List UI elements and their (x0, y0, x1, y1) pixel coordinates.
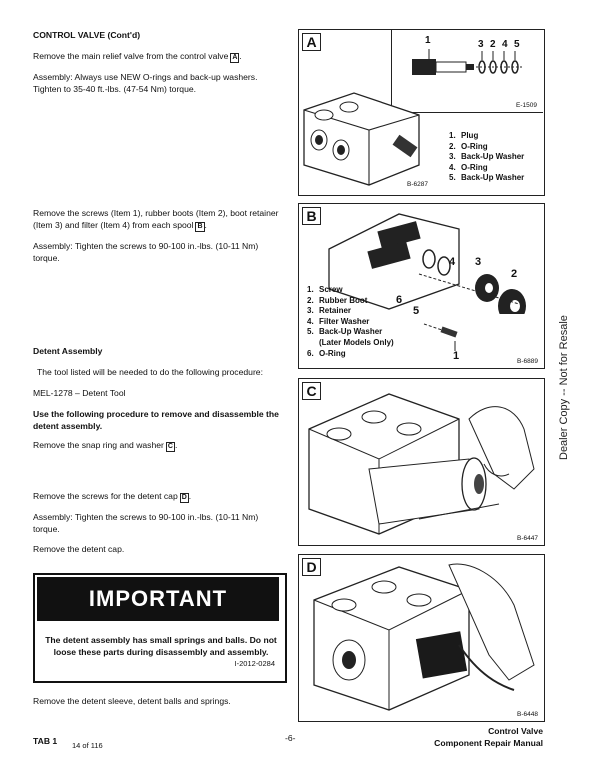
legend-item: 1. Screw (307, 285, 343, 294)
legend-item: 6. O-Ring (307, 348, 346, 358)
inset-callout-5: 5 (514, 39, 520, 50)
legend-item: 5. Back-Up Washer (307, 327, 383, 337)
legend-item: 1. Plug (449, 131, 479, 140)
inset-callout-3: 3 (478, 39, 484, 50)
paragraph-tool-needed: The tool listed will be needed to do the following procedure: (37, 367, 263, 377)
callout-4: 4 (449, 256, 456, 268)
screw-drawing (419, 309, 479, 354)
paragraph-assembly-detent: Assembly: Tighten the screws to 90-100 in.-lbs. (10-11 Nm) torque. (33, 512, 259, 534)
paragraph-detent-cap-screws: Remove the screws for the detent cap D . (33, 491, 192, 501)
figure-b-legend (307, 285, 394, 359)
figure-ref-c[interactable]: C (167, 443, 173, 450)
paragraph-remove-cap: Remove the detent cap. (33, 544, 125, 554)
callout-2: 2 (511, 268, 518, 280)
figure-d-label: D (302, 558, 321, 576)
snap-ring-removal-drawing (299, 379, 544, 545)
footer-page-count: 14 of 116 (72, 741, 103, 750)
important-title: IMPORTANT (37, 577, 279, 621)
footer-title-2: Component Repair Manual (434, 738, 543, 748)
figure-b-label: B (302, 207, 321, 225)
inset-callout-1: 1 (425, 35, 431, 46)
paragraph-snap-ring: Remove the snap ring and washer C . (33, 440, 178, 450)
paragraph-assembly-screws: Assembly: Tighten the screws to 90-100 in.-lbs. (10-11 Nm) torque. (33, 241, 259, 263)
figure-a-ref: B-6287 (407, 181, 428, 188)
paragraph-procedure: Use the following procedure to remove and disassemble the detent assembly. (33, 409, 279, 431)
figure-b-ref: B-6889 (517, 358, 538, 365)
figure-d (298, 554, 545, 722)
callout-6: 6 (396, 294, 403, 306)
figure-ref-a[interactable]: A (232, 54, 238, 61)
important-code: I-2012-0284 (234, 659, 275, 668)
figure-d-ref: B-6448 (517, 711, 538, 718)
important-notice (33, 573, 287, 683)
callout-1: 1 (453, 350, 460, 362)
figure-b (298, 203, 545, 369)
figure-c (298, 378, 545, 546)
footer-title-1: Control Valve (488, 726, 543, 736)
legend-item: 4. O-Ring (449, 162, 488, 172)
paragraph-remove-screws: Remove the screws (Item 1), rubber boots (Item 2), boot retainer (Item 3) and filter (Item 4) from each spool B . (33, 208, 279, 230)
legend-item: (Later Models Only) (319, 337, 394, 347)
footer-page-number: -6- (285, 733, 296, 743)
legend-item: 3. Back-Up Washer (449, 152, 525, 162)
section-heading: CONTROL VALVE (Cont'd) (33, 30, 141, 40)
important-body: The detent assembly has small springs and balls. Do not loose these parts during disassembly and assembly. (45, 635, 277, 657)
tool-line: MEL-1278 – Detent Tool (33, 388, 126, 398)
figure-a (298, 29, 545, 196)
figure-a-legend (449, 131, 524, 184)
figure-c-ref: B-6447 (517, 535, 538, 542)
inset-callout-2: 2 (490, 39, 496, 50)
legend-item: 5. Back-Up Washer (449, 173, 525, 183)
paragraph-remove-relief: Remove the main relief valve from the control valve A . (33, 51, 242, 61)
detent-heading: Detent Assembly (33, 346, 103, 356)
figure-a-label: A (302, 33, 321, 51)
legend-item: 4. Filter Washer (307, 316, 370, 326)
detent-cap-removal-drawing (299, 555, 544, 721)
callout-5: 5 (413, 305, 420, 317)
figure-a-inset-ref: E-1509 (516, 102, 537, 109)
legend-item: 2. O-Ring (449, 141, 488, 151)
figure-c-label: C (302, 382, 321, 400)
paragraph-assembly-relief: Assembly: Always use NEW O-rings and back-up washers. Tighten to 35-40 ft.-lbs. (47-54 Nm) torque. (33, 72, 258, 94)
figure-ref-b[interactable]: B (197, 222, 203, 230)
inset-callout-4: 4 (502, 39, 508, 50)
legend-item: 2. Rubber Boot (307, 295, 368, 305)
paragraph-remove-sleeve: Remove the detent sleeve, detent balls and springs. (33, 696, 231, 706)
control-valve-drawing-a (299, 85, 449, 195)
callout-3: 3 (475, 256, 482, 268)
footer-tab: TAB 1 (33, 736, 58, 746)
figure-ref-d[interactable]: D (181, 494, 187, 501)
dealer-copy-watermark: Dealer Copy -- Not for Resale (558, 315, 570, 460)
legend-item: 3. Retainer (307, 306, 352, 316)
